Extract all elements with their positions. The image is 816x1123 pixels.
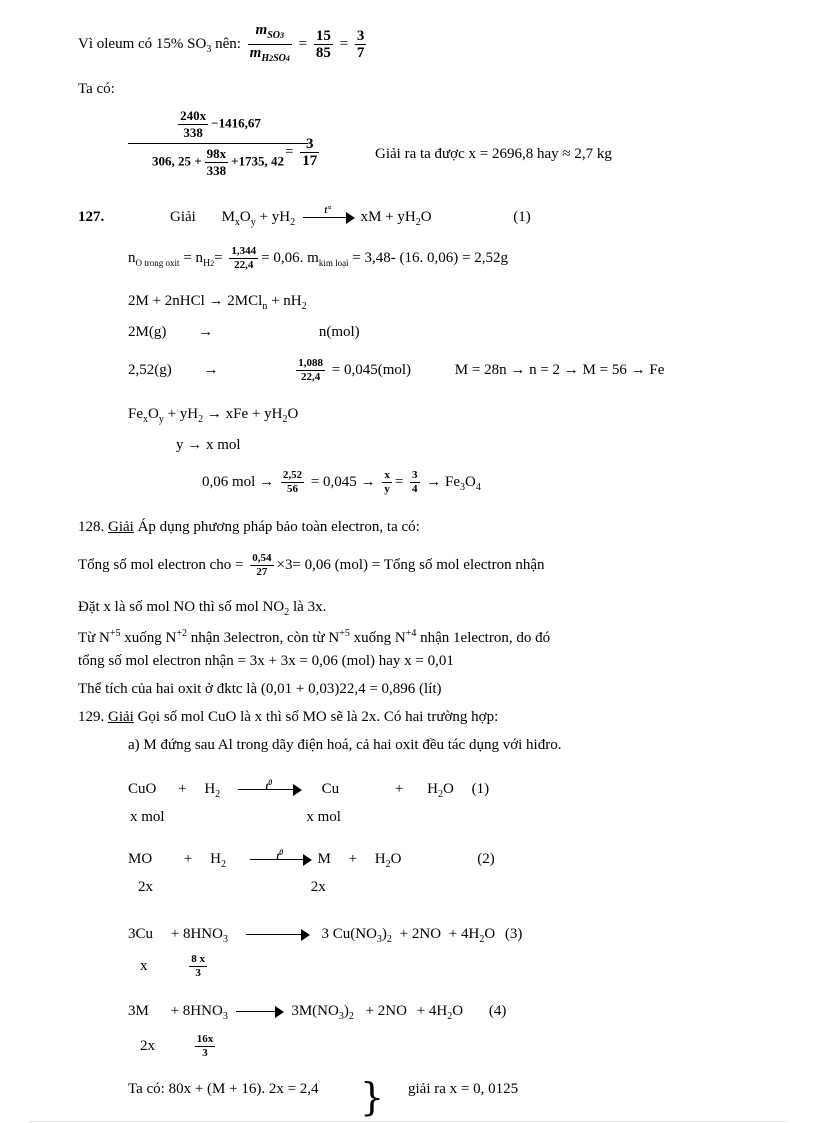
- system-brace: }: [360, 1075, 385, 1119]
- big-eq-result: Giải ra ta được x = 2696,8 hay ≈ 2,7 kg: [375, 146, 612, 162]
- p127-line5: 2,52(g) → $\frac{1,088}{22,4}$ = 0,045(mol) M = 28n → n = 2 → M = 56 → Fe: [128, 357, 665, 384]
- p128-line6: Thể tích của hai oxit ở đktc là (0,01 + 0,03)22,4 = 0,896 (lít): [78, 681, 442, 697]
- reaction-2: MO + $H_2$ $t^0$ $M + H_2O$ (2): [128, 847, 495, 870]
- problem-127-header: [78, 208, 104, 226]
- oleum-fraction-3-7: $\frac{3}{7}$: [356, 28, 365, 62]
- p128-line3: Đặt x là số mol NO thì số mol $NO_2$ là 3x.: [78, 599, 327, 618]
- reaction-1-arrow: $t^0$: [238, 789, 300, 791]
- p127-line3: 2M + 2nHCl → $2MCl_n + nH_2$: [128, 293, 307, 312]
- oleum-line: Vì oleum có 15% $SO_3$ nên: $\frac{m_{SO3}}{m_{H2SO4}}$ = $\frac{15}{85}$ = $\frac{3}{7}$: [78, 22, 369, 66]
- p127-line4: 2M(g) → n(mol): [128, 324, 360, 340]
- problem-127-number: 127.: [78, 209, 105, 225]
- reaction-2-amounts: 2x 2x: [138, 879, 326, 895]
- ta-co-label: Ta có:: [78, 81, 115, 97]
- problem-127-reaction: Giải $M_xO_y + yH_2$ t° xM + $yH_2O$ (1): [170, 204, 531, 228]
- p129-line2: a) M đứng sau Al trong dãy điện hoá, cả hai oxit đều tác dụng với hiđro.: [128, 737, 562, 753]
- final-result: giải ra x = 0, 0125: [408, 1081, 519, 1097]
- p128-line4: Từ $N^{+5}$ xuống $N^{+2}$ nhận 3electron, còn từ $N^{+5}$ xuống $N^{+4}$ nhận 1electron, do đó: [78, 628, 551, 646]
- final-equation: Ta có: 80x + (M + 16). 2x = 2,4: [128, 1081, 319, 1097]
- p128-line2: Tổng số mol electron cho = $\frac{0,54}{27}$ ×3= 0,06 (mol) = Tổng số mol electron nhận: [78, 552, 545, 579]
- p127-line7: y → x mol: [176, 437, 241, 453]
- big-eq-denominator: 306, 25 + $\frac{98x}{338}$ +1735, 42: [151, 146, 285, 178]
- big-eq-numerator: $\frac{240x}{338}$ −1416,67: [128, 108, 308, 144]
- big-eq-rhs: = $\frac{3}{17}$: [285, 136, 318, 170]
- reaction-arrow: t°: [303, 217, 353, 219]
- reaction-1: CuO + $H_2$ $t^0$ $Cu + H_2O$ (1): [128, 777, 490, 800]
- p127-line8: 0,06 mol → $\frac{2,52}{56}$ = 0,045 → $\frac{x}{y}$ = $\frac{3}{4}$ → $Fe_3O_4$: [202, 469, 481, 496]
- p127-line2: $n_{O trong oxit} = n_{H2}=$ $\frac{1,344}{22,4}$ = 0,06. $m_{kim loại} = 3,48-$ (16. 0,06) = 2,52g: [128, 245, 508, 272]
- reaction-4-amounts: 2x $\frac{16x}{3}$: [140, 1033, 214, 1060]
- reaction-3-arrow: [246, 934, 308, 936]
- problem-129-header: 129. Giải Gọi số mol CuO là x thì số MO sẽ là 2x. Có hai trường hợp:: [78, 709, 499, 725]
- oleum-ratio-fraction: $\frac{m_{SO3}}{m_{H2SO4}}$: [249, 22, 290, 65]
- page-bottom-border: [30, 1121, 786, 1122]
- reaction-4: $3M + 8HNO_3$ $3M(NO_3)_2 + 2NO + 4H_2O$ (4): [128, 1003, 507, 1022]
- big-equation: [128, 108, 308, 179]
- p127-line6: $Fe_xO_y + yH_2$ → xFe + $yH_2O$: [128, 406, 299, 425]
- p128-line5: tổng số mol electron nhận = 3x + 3x = 0,06 (mol) hay x = 0,01: [78, 653, 454, 669]
- reaction-2-arrow: $t^0$: [250, 859, 310, 861]
- oleum-intro: Vì oleum có 15% SO: [78, 36, 207, 52]
- oleum-fraction-15-85: $\frac{15}{85}$: [315, 28, 331, 62]
- problem-128-header: 128. Giải Áp dụng phương pháp bảo toàn electron, ta có:: [78, 519, 420, 535]
- reaction-3-amounts: x $\frac{8 x}{3}$: [140, 953, 205, 980]
- reaction-4-arrow: [236, 1011, 282, 1013]
- reaction-3: $3Cu + 8HNO_3$ 3 $Cu(NO_3)_2 + 2NO + 4H_2O$ (3): [128, 926, 523, 945]
- reaction-1-amounts: x mol x mol: [130, 809, 341, 825]
